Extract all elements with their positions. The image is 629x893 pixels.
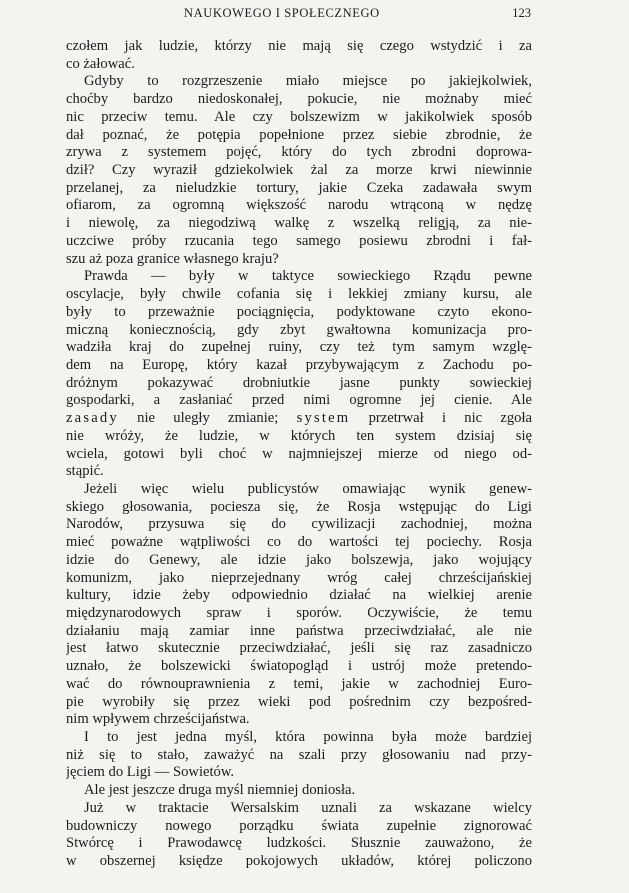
text-line: wać do równouprawnienia z temi, jakie w zachodniej Euro- [66,675,532,692]
text-line-spaced [66,410,532,428]
text-line: choćby bardzo niedoskonałej, pokucie, nie możnaby mieć [66,91,532,108]
body-text [66,38,532,871]
paragraph-start: I to jest jedna myśl, która powinna była może bardziej [84,729,532,746]
spaced-word: zasady [66,410,119,427]
text-line: gospodarki, a zasłaniać przed nimi ogromne jej cienie. Ale [66,392,532,409]
text-line: budowniczy nowego porządku świata zupełnie zignorować [66,817,532,834]
text-line: uznało, że bolszewicki światopogląd i ustrój może pretendo- [66,658,532,675]
text-run: nie uległy zmianie; [118,410,297,427]
text-line: międzynarodowych spraw i sporów. Oczywiście, że temu [66,605,532,621]
text-line: w obszernej księdze pokojowych układów, której policzono [66,853,532,870]
text-line: stąpić. [66,463,104,480]
text-line: kultury, idzie żeby odpowiednio działać na wielkiej arenie [66,587,532,604]
text-line: dróżnym pokazywać drobniutkie jasne punkty sowieckiej [66,374,532,391]
text-line: miczną koniecznością, gdy zbyt gwałtowna komunizacja pro- [66,321,532,338]
text-line: wciela, gotowi byli choć w najmniejszej mierze od niego od- [66,445,532,462]
paragraph-start: Gdyby to rozgrzeszenie miało miejsce po jakiejkolwiek, [84,73,532,90]
paragraph-start: Prawda — były w taktyce sowieckiego Rządu pewne [84,268,532,285]
page-header [66,6,531,24]
text-line: wadziła kraj do zupełnej ruiny, czy też tym samym wzglę- [66,339,532,356]
text-line: jest łatwo skutecznie przeciwdziałać, jeśli się raz zasadniczo [66,640,532,657]
text-run: przetrwał i nic zgoła [350,410,532,427]
text-line: nic przeciw temu. Ale czy bolszewizm w jakikolwiek sposób [66,108,532,125]
paragraph-start: Ale jest jeszcze druga myśl niemniej doniosła. [84,782,356,799]
text-line: czołem jak ludzie, którzy nie mają się czego wstydzić i za [66,38,532,54]
text-line: nim wpływem chrześcijaństwa. [66,711,250,728]
text-line: pie wyrobiły się przez wieki pod pośrednim czy bezpośred- [66,693,532,710]
page-number: 123 [512,6,531,20]
text-line: Stwórcę i Prawodawcę ludzkości. Słusznie zauważono, że [66,835,532,852]
text-line: dał poznać, że potępia popełnione przez siebie zbrodnie, że [66,126,532,143]
text-line: szu aż poza granice własnego kraju? [66,250,279,267]
text-line: i niewolę, za niegodziwą walkę z wszelką religją, za nie- [66,215,532,232]
text-line: Narodów, przysuwa się do cywilizacji zachodniej, można [66,516,532,533]
spaced-word: system [296,410,351,427]
text-line: skiego głosowania, pociesza się, że Rosja wstępując do Ligi [66,498,532,515]
text-line: oscylacje, były chwile cofania się i lekkiej zmiany kursu, ale [66,286,532,303]
text-line: uczciwe próby rzucania tego samego posiewu zbrodni i fał- [66,232,532,249]
text-line: niż się to stało, zaważyć na szali przy głosowaniu nad przy- [66,746,532,763]
text-line: dził? Czy wyraził gdziekolwiek żal za morze krwi niewinnie [66,162,532,179]
paragraph-start: Jeżeli więc wielu publicystów omawiając wynik genew- [84,480,532,497]
text-line: jęciem do Ligi — Sowietów. [66,764,235,781]
text-line: komunizm, jako nieprzejednany wróg całej chrześcijańskiej [66,569,532,586]
text-line: działaniu mają zamiar inne państwa przeciwdziałać, ale nie [66,622,532,639]
text-line: przelanej, za nieludzkie tortury, jakie Czeka zadawała swym [66,179,532,196]
text-line: nie wróży, że ludzie, w których ten system dzisiaj się [66,427,532,444]
text-line: idzie do Genewy, ale idzie jako bolszewja, jako wojujący [66,551,532,568]
text-line: były to przeważnie pociągnięcia, podyktowane czyto ekono- [66,303,532,320]
text-line: ofiarom, za ogromną większość narodu wtrąconą w nędzę [66,197,532,214]
text-line: dem na Europę, który kazał przybywającym z Zachodu po- [66,356,532,373]
text-line: mieć poważne wątpliwości co do wartości tej pociechy. Rosja [66,534,532,551]
text-line: zrywa z systemem pojęć, który do tych zbrodni doprowa- [66,144,532,161]
text-line: co żałować. [66,55,135,72]
running-title: NAUKOWEGO I SPOŁECZNEGO [184,6,380,20]
paragraph-start: Już w traktacie Wersalskim uznali za wskazane wielcy [84,799,532,816]
